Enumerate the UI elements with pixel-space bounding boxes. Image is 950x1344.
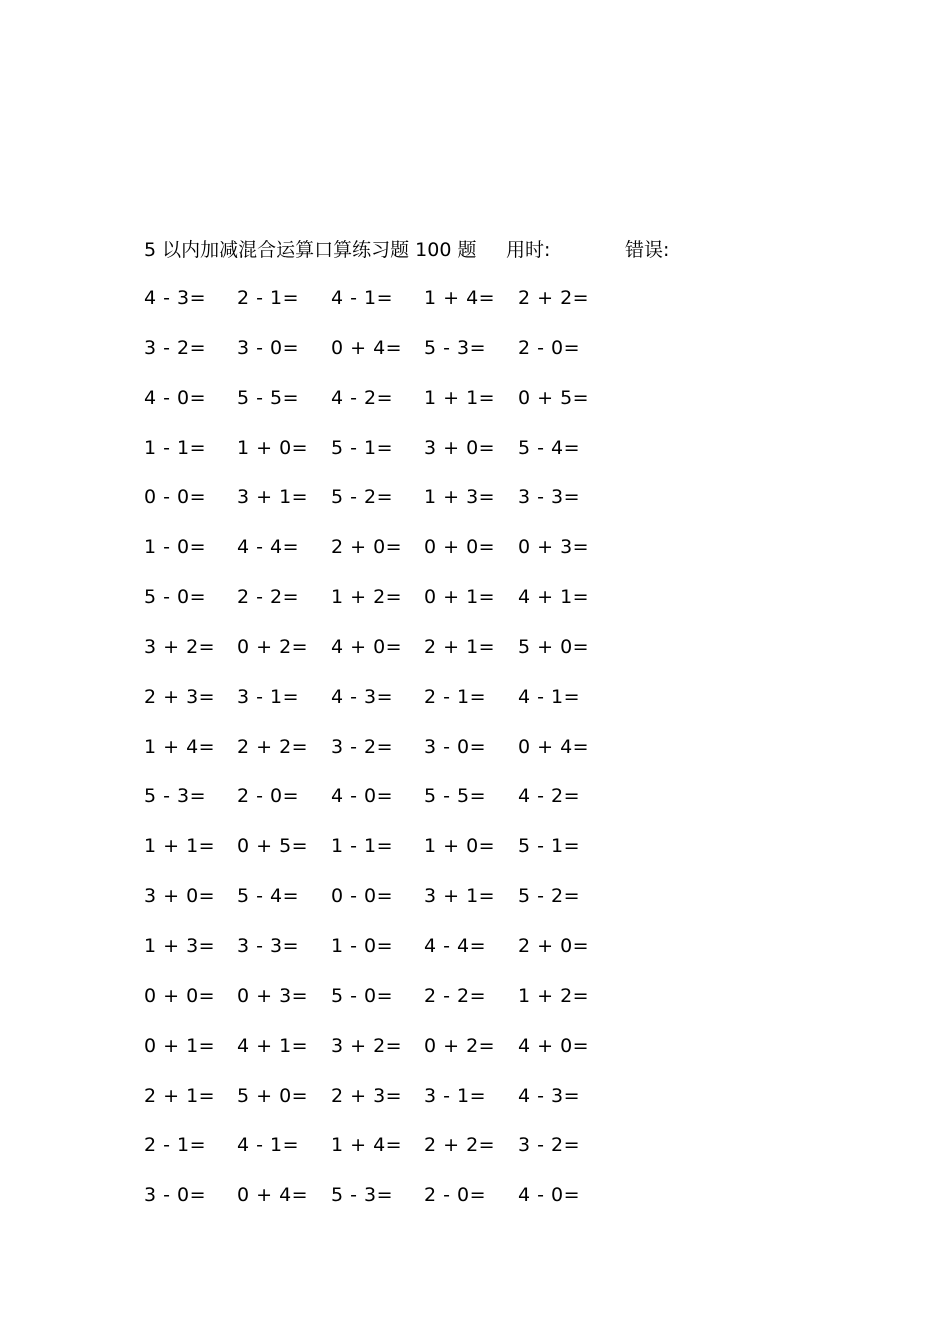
problem-row [144, 1131, 624, 1181]
arithmetic-problem: 1 - 0= [144, 536, 207, 559]
arithmetic-problem: 4 - 4= [237, 536, 300, 559]
arithmetic-problem: 4 - 3= [144, 287, 207, 309]
arithmetic-problem: 0 + 4= [518, 735, 590, 758]
arithmetic-problem: 4 - 4= [424, 934, 487, 957]
arithmetic-problem: 4 + 0= [331, 635, 403, 658]
problem-row [144, 1032, 624, 1082]
arithmetic-problem: 4 + 1= [518, 586, 590, 609]
problem-row [144, 982, 624, 1032]
problem-row [144, 434, 624, 484]
arithmetic-problem: 4 - 3= [518, 1084, 581, 1107]
problem-row [144, 832, 624, 882]
problem-row [144, 483, 624, 533]
arithmetic-problem: 5 - 3= [424, 336, 487, 359]
error-count-label: 错误: [625, 239, 670, 261]
arithmetic-problem: 4 + 1= [237, 1034, 309, 1057]
problem-row [144, 533, 624, 583]
problem-row [144, 583, 624, 633]
arithmetic-problem: 1 + 2= [518, 984, 590, 1007]
arithmetic-problem: 2 - 1= [144, 1134, 207, 1157]
problem-row [144, 334, 624, 384]
arithmetic-problem: 0 + 3= [237, 984, 309, 1007]
arithmetic-problem: 0 + 2= [424, 1034, 496, 1057]
arithmetic-problem: 5 - 1= [331, 436, 394, 459]
arithmetic-problem: 3 - 3= [237, 934, 300, 957]
arithmetic-problem: 0 + 1= [144, 1034, 216, 1057]
arithmetic-problem: 4 - 1= [237, 1134, 300, 1157]
arithmetic-problem: 5 - 3= [331, 1184, 394, 1207]
problem-row [144, 782, 624, 832]
arithmetic-problem: 3 - 0= [237, 336, 300, 359]
arithmetic-problem: 1 + 4= [144, 735, 216, 758]
arithmetic-problem: 3 + 0= [144, 885, 216, 908]
arithmetic-problem: 0 + 2= [237, 635, 309, 658]
arithmetic-problem: 0 + 5= [518, 386, 590, 409]
arithmetic-problem: 2 - 1= [424, 685, 487, 708]
arithmetic-problem: 2 - 2= [424, 984, 487, 1007]
problem-row [144, 932, 624, 982]
arithmetic-problem: 2 + 0= [518, 934, 590, 957]
worksheet-header [144, 236, 764, 264]
arithmetic-problem: 2 + 2= [518, 287, 590, 309]
arithmetic-problem: 5 - 2= [518, 885, 581, 908]
arithmetic-problem: 1 + 4= [331, 1134, 403, 1157]
arithmetic-problem: 0 - 0= [331, 885, 394, 908]
arithmetic-problem: 2 + 0= [331, 536, 403, 559]
arithmetic-problem: 1 + 1= [144, 835, 216, 858]
arithmetic-problem: 1 + 3= [144, 934, 216, 957]
problem-row [144, 1181, 624, 1231]
arithmetic-problem: 5 - 0= [331, 984, 394, 1007]
time-used-label: 用时: [506, 239, 551, 261]
arithmetic-problem: 2 - 0= [424, 1184, 487, 1207]
arithmetic-problem: 1 + 0= [237, 436, 309, 459]
arithmetic-problem: 3 + 2= [144, 635, 216, 658]
arithmetic-problem: 0 + 3= [518, 536, 590, 559]
arithmetic-problem: 5 + 0= [518, 635, 590, 658]
arithmetic-problem: 1 + 4= [424, 287, 496, 309]
arithmetic-problem: 2 + 2= [237, 735, 309, 758]
arithmetic-problem: 5 - 5= [237, 386, 300, 409]
arithmetic-problem: 5 - 0= [144, 586, 207, 609]
problem-row [144, 284, 624, 334]
arithmetic-problem: 0 - 0= [144, 486, 207, 509]
arithmetic-problem: 2 - 0= [518, 336, 581, 359]
arithmetic-problem: 3 - 0= [144, 1184, 207, 1207]
arithmetic-problem: 3 + 2= [331, 1034, 403, 1057]
arithmetic-problem: 5 - 3= [144, 785, 207, 808]
arithmetic-problem: 1 - 1= [331, 835, 394, 858]
arithmetic-problem: 1 - 1= [144, 436, 207, 459]
arithmetic-problem: 5 - 4= [237, 885, 300, 908]
arithmetic-problem: 3 - 3= [518, 486, 581, 509]
arithmetic-problem: 1 + 0= [424, 835, 496, 858]
problem-row [144, 683, 624, 733]
problem-row [144, 733, 624, 783]
worksheet-title: 5 以内加减混合运算口算练习题 100 题 [144, 239, 477, 261]
arithmetic-problem: 4 - 2= [518, 785, 581, 808]
arithmetic-problem: 4 - 0= [331, 785, 394, 808]
arithmetic-problem: 2 + 3= [144, 685, 216, 708]
arithmetic-problem: 4 - 1= [518, 685, 581, 708]
arithmetic-problem: 2 + 1= [144, 1084, 216, 1107]
arithmetic-problem: 0 + 0= [144, 984, 216, 1007]
arithmetic-problem: 3 + 0= [424, 436, 496, 459]
arithmetic-problem: 0 + 1= [424, 586, 496, 609]
problem-grid [144, 284, 624, 1231]
arithmetic-problem: 5 - 5= [424, 785, 487, 808]
arithmetic-problem: 2 + 2= [424, 1134, 496, 1157]
arithmetic-problem: 5 - 1= [518, 835, 581, 858]
problem-row [144, 384, 624, 434]
arithmetic-problem: 2 - 1= [237, 287, 300, 309]
arithmetic-problem: 4 - 0= [144, 386, 207, 409]
arithmetic-problem: 5 - 2= [331, 486, 394, 509]
arithmetic-problem: 3 - 0= [424, 735, 487, 758]
arithmetic-problem: 3 - 1= [237, 685, 300, 708]
arithmetic-problem: 3 - 1= [424, 1084, 487, 1107]
arithmetic-problem: 3 - 2= [144, 336, 207, 359]
arithmetic-problem: 1 + 1= [424, 386, 496, 409]
arithmetic-problem: 4 - 1= [331, 287, 394, 309]
arithmetic-problem: 2 + 3= [331, 1084, 403, 1107]
arithmetic-problem: 2 - 0= [237, 785, 300, 808]
arithmetic-problem: 2 + 1= [424, 635, 496, 658]
problem-row [144, 882, 624, 932]
arithmetic-problem: 1 - 0= [331, 934, 394, 957]
arithmetic-problem: 4 - 3= [331, 685, 394, 708]
arithmetic-problem: 4 + 0= [518, 1034, 590, 1057]
arithmetic-problem: 3 + 1= [424, 885, 496, 908]
problem-row [144, 633, 624, 683]
arithmetic-problem: 0 + 0= [424, 536, 496, 559]
problem-row [144, 1082, 624, 1132]
arithmetic-problem: 3 - 2= [518, 1134, 581, 1157]
arithmetic-problem: 5 + 0= [237, 1084, 309, 1107]
arithmetic-problem: 3 - 2= [331, 735, 394, 758]
arithmetic-problem: 2 - 2= [237, 586, 300, 609]
arithmetic-problem: 1 + 3= [424, 486, 496, 509]
arithmetic-problem: 5 - 4= [518, 436, 581, 459]
arithmetic-problem: 3 + 1= [237, 486, 309, 509]
arithmetic-problem: 0 + 5= [237, 835, 309, 858]
arithmetic-problem: 0 + 4= [331, 336, 403, 359]
arithmetic-problem: 0 + 4= [237, 1184, 309, 1207]
arithmetic-problem: 1 + 2= [331, 586, 403, 609]
arithmetic-problem: 4 - 0= [518, 1184, 581, 1207]
arithmetic-problem: 4 - 2= [331, 386, 394, 409]
